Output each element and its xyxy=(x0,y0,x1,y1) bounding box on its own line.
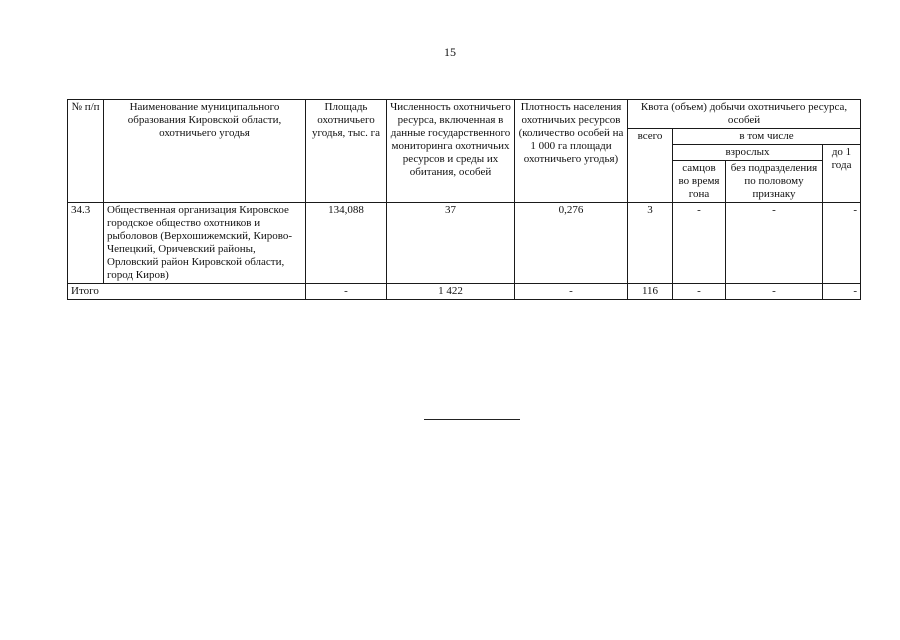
totals-area: - xyxy=(306,284,387,300)
header-under-one-year: до 1 года xyxy=(823,145,861,203)
header-num: № п/п xyxy=(68,100,104,203)
row-males-rut: - xyxy=(673,203,726,284)
table-row xyxy=(68,203,861,284)
row-no-sex-division: - xyxy=(726,203,823,284)
row-area: 134,088 xyxy=(306,203,387,284)
totals-density: - xyxy=(515,284,628,300)
header-including: в том числе xyxy=(673,129,861,145)
end-divider-line xyxy=(424,419,520,420)
totals-males-rut: - xyxy=(673,284,726,300)
header-total: всего xyxy=(628,129,673,203)
totals-row xyxy=(68,284,861,300)
row-count: 37 xyxy=(387,203,515,284)
header-adults: взрослых xyxy=(673,145,823,161)
header-density: Плотность населения охотничьих ресурсов (количество особей на 1 000 га площади охотничьего угодья) xyxy=(515,100,628,203)
totals-count: 1 422 xyxy=(387,284,515,300)
header-name: Наименование муниципального образования Кировской области, охотничьего угодья xyxy=(104,100,306,203)
row-total: 3 xyxy=(628,203,673,284)
header-males-rut: самцов во время гона xyxy=(673,161,726,203)
row-density: 0,276 xyxy=(515,203,628,284)
header-count: Численность охотничьего ресурса, включенная в данные государственного мониторинга охотничьих ресурсов и среды их обитания, особей xyxy=(387,100,515,203)
totals-no-sex-division: - xyxy=(726,284,823,300)
header-no-sex-division: без подразделения по половому признаку xyxy=(726,161,823,203)
row-under-one-year: - xyxy=(823,203,861,284)
totals-label: Итого xyxy=(68,284,306,300)
totals-under-one-year: - xyxy=(823,284,861,300)
header-area: Площадь охотничьего угодья, тыс. га xyxy=(306,100,387,203)
page-number: 15 xyxy=(444,45,456,59)
header-row-1 xyxy=(68,100,861,129)
totals-total: 116 xyxy=(628,284,673,300)
hunting-quota-table xyxy=(67,99,861,300)
row-num: 34.3 xyxy=(68,203,104,284)
row-name: Общественная организация Кировское городское общество охотников и рыболовов (Верхошижемский, Кирово-Чепецкий, Оричевский районы, Орловский район Кировской области, город Киров) xyxy=(104,203,306,284)
header-quota: Квота (объем) добычи охотничьего ресурса, особей xyxy=(628,100,861,129)
